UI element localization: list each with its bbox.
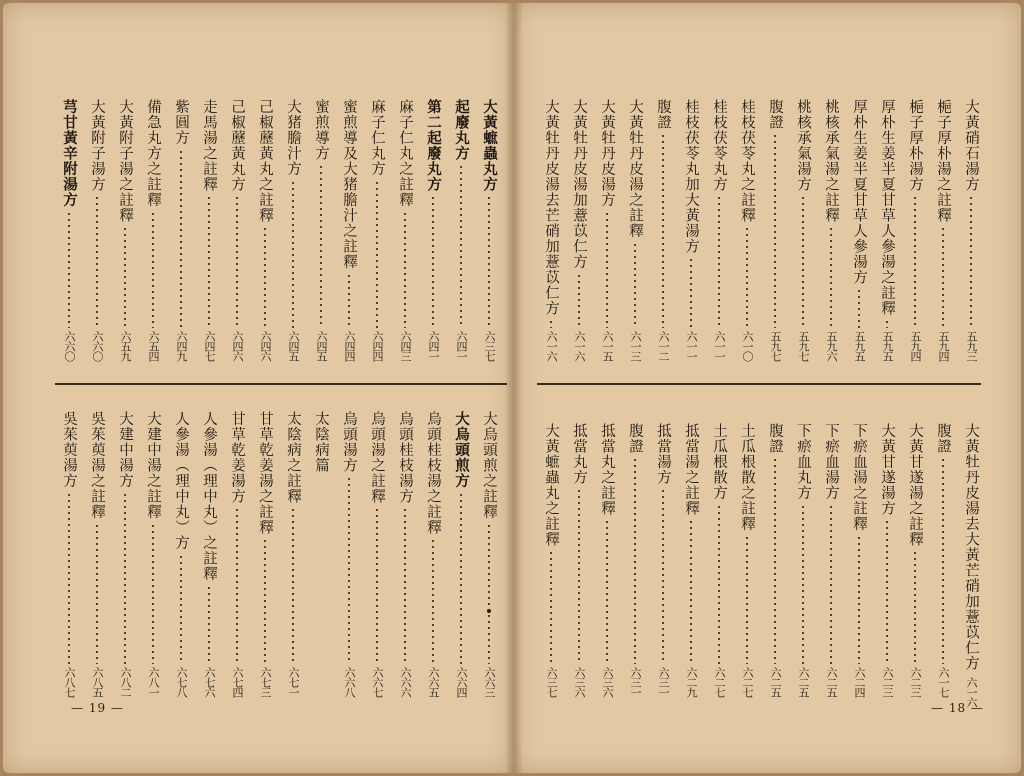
entry-page-number: 六六七 <box>371 667 384 697</box>
toc-entry <box>593 99 621 361</box>
entry-title: 腹證 <box>655 99 671 130</box>
entry-page-number: 六五九 <box>119 331 132 361</box>
dot-leader <box>152 523 154 665</box>
entry-title: 紫圓方 <box>173 99 189 146</box>
entry-page-number: 六七三 <box>259 667 272 697</box>
entry-title: 腹證 <box>627 423 643 454</box>
dot-leader <box>488 195 490 328</box>
toc-entry <box>475 99 503 361</box>
toc-entry <box>817 423 845 697</box>
dot-leader <box>180 554 182 665</box>
entry-page-number: 六六四 <box>455 667 468 697</box>
entry-page-number: 六一一 <box>685 331 698 361</box>
entry-title: 烏頭桂枝湯之註釋 <box>425 411 441 535</box>
entry-page-number: 六一七 <box>937 667 950 697</box>
entry-page-number: 六四九 <box>175 331 188 361</box>
toc-entry <box>733 423 761 697</box>
entry-page-number: 六一五 <box>601 331 614 361</box>
entry-title: 抵當丸之註釋 <box>599 423 615 516</box>
entry-page-number: 六七四 <box>231 667 244 697</box>
right-top-index <box>537 99 985 361</box>
dot-leader <box>550 319 552 328</box>
dot-leader <box>802 504 804 665</box>
entry-page-number: 六七八 <box>175 667 188 697</box>
dot-leader <box>68 211 70 329</box>
entry-title: 蜜煎導方 <box>313 99 329 161</box>
dot-leader <box>432 538 434 664</box>
dot-leader <box>942 226 944 328</box>
entry-page-number: 六三六 <box>573 667 586 697</box>
toc-entry <box>139 411 167 697</box>
dot-leader <box>236 195 238 328</box>
toc-entry <box>677 423 705 697</box>
entry-page-number: 六四一 <box>427 331 440 361</box>
toc-entry <box>649 423 677 697</box>
entry-title: 烏頭桂枝湯方 <box>397 411 413 504</box>
section-divider <box>537 383 981 385</box>
entry-page-number: 六三一 <box>657 667 670 697</box>
dot-leader <box>606 211 608 329</box>
toc-entry <box>335 99 363 361</box>
dot-leader <box>208 585 210 665</box>
dot-leader <box>320 164 322 328</box>
toc-entry <box>391 411 419 697</box>
entry-title: 大黃附子湯方 <box>89 99 105 192</box>
entry-title: 芎甘黃辛附湯方 <box>61 99 78 208</box>
toc-entry <box>475 411 503 697</box>
dot-leader <box>858 535 860 665</box>
entry-title: 吳茱萸湯之註釋 <box>89 411 105 520</box>
dot-leader <box>264 538 266 664</box>
entry-page-number: 六六三 <box>483 667 496 697</box>
dot-leader <box>886 519 888 664</box>
entry-title: 己椒藶黃丸方 <box>229 99 245 192</box>
entry-title: 大黃硝石湯方 <box>963 99 979 192</box>
toc-entry <box>447 411 475 697</box>
entry-title: 梔子厚朴湯方 <box>907 99 923 192</box>
entry-title: 大黃蟅蟲丸之註釋 <box>543 423 559 547</box>
toc-entry <box>391 99 419 361</box>
entry-title: 桂枝茯苓丸加大黃湯方 <box>683 99 699 254</box>
entry-title: 桃核承氣湯方 <box>795 99 811 192</box>
dot-leader <box>348 273 350 329</box>
entry-title: 大黃牡丹皮湯加薏苡仁方 <box>571 99 587 270</box>
dot-leader <box>124 492 126 665</box>
toc-entry <box>761 99 789 361</box>
entry-page-number: 六四三 <box>399 331 412 361</box>
left-top-index <box>55 99 503 361</box>
entry-title: 大烏頭煎方 <box>453 411 470 489</box>
section-divider <box>55 383 507 385</box>
toc-entry <box>195 411 223 697</box>
entry-page-number: 六三七 <box>545 667 558 697</box>
dot-leader <box>404 507 406 664</box>
dot-leader <box>404 211 406 329</box>
toc-entry <box>363 411 391 697</box>
toc-entry <box>83 99 111 361</box>
entry-title: 蜜煎導及大猪膽汁之註釋 <box>341 99 357 270</box>
entry-page-number: 六四七 <box>203 331 216 361</box>
dot-leader <box>914 195 916 328</box>
entry-page-number: 六八五 <box>91 667 104 697</box>
toc-entry <box>789 99 817 361</box>
entry-page-number: 六二五 <box>797 667 810 697</box>
dot-leader <box>774 133 776 328</box>
toc-entry <box>447 99 475 361</box>
entry-page-number: 六一六 <box>545 331 558 361</box>
dot-leader <box>578 488 580 664</box>
entry-title: 下瘀血湯之註釋 <box>851 423 867 532</box>
toc-entry <box>83 411 111 697</box>
toc-entry <box>929 99 957 361</box>
dot-leader <box>858 288 860 328</box>
right-page <box>513 3 1021 773</box>
dot-leader <box>634 457 636 664</box>
dot-leader <box>376 507 378 664</box>
entry-title: 腹證 <box>767 423 783 454</box>
entry-page-number: 六六〇 <box>91 331 104 361</box>
dot-leader <box>208 195 210 328</box>
entry-title: 大黃附子湯之註釋 <box>117 99 133 223</box>
dot-leader <box>606 519 608 664</box>
toc-entry <box>593 423 621 697</box>
entry-title: 大烏頭煎之註釋 <box>481 411 497 520</box>
entry-title: 己椒藶黃丸之註釋 <box>257 99 273 223</box>
toc-entry <box>167 411 195 697</box>
toc-entry <box>565 423 593 697</box>
entry-title: 桃核承氣湯之註釋 <box>823 99 839 223</box>
entry-title: 甘草乾姜湯方 <box>229 411 245 504</box>
entry-title: 下瘀血湯方 <box>823 423 839 501</box>
toc-entry <box>279 99 307 361</box>
entry-page-number: 六二五 <box>825 667 838 697</box>
dot-leader <box>914 550 916 664</box>
entry-title: 梔子厚朴湯之註釋 <box>935 99 951 223</box>
dot-leader <box>124 226 126 328</box>
toc-entry <box>845 99 873 361</box>
toc-entry <box>873 423 901 697</box>
entry-page-number: 六八一 <box>147 667 160 697</box>
toc-entry <box>817 99 845 361</box>
entry-page-number: 六四六 <box>231 331 244 361</box>
entry-title: 太陰病之註釋 <box>285 411 301 504</box>
book-gutter <box>505 3 523 773</box>
ink-speck <box>487 609 491 613</box>
toc-entry <box>251 99 279 361</box>
entry-page-number: 六一〇 <box>741 331 754 361</box>
entry-page-number: 六一一 <box>713 331 726 361</box>
toc-entry <box>55 411 83 697</box>
entry-page-number: 六二三 <box>881 667 894 697</box>
dot-leader <box>152 211 154 329</box>
toc-entry <box>957 99 985 361</box>
toc-entry <box>223 411 251 697</box>
entry-page-number: 六四六 <box>259 331 272 361</box>
entry-page-number: 五九七 <box>797 331 810 361</box>
toc-entry <box>677 99 705 361</box>
dot-leader <box>718 195 720 328</box>
toc-entry <box>419 411 447 697</box>
entry-title: 甘草乾姜湯之註釋 <box>257 411 273 535</box>
entry-title: 烏頭湯方 <box>341 411 357 473</box>
dot-leader <box>292 180 294 329</box>
right-bottom-index <box>537 423 985 707</box>
dot-leader <box>802 195 804 328</box>
book-spread <box>3 3 1021 773</box>
page-number-left: — 19 — <box>71 701 124 715</box>
entry-page-number: 五九三 <box>965 331 978 361</box>
entry-title: 抵當丸方 <box>571 423 587 485</box>
dot-leader <box>690 519 692 664</box>
entry-page-number: 六六六 <box>399 667 412 697</box>
toc-entry <box>761 423 789 697</box>
dot-leader <box>634 242 636 329</box>
entry-title: 桂枝茯苓丸之註釋 <box>739 99 755 223</box>
dot-leader <box>662 488 664 664</box>
entry-title: 大建中湯方 <box>117 411 133 489</box>
toc-entry <box>565 99 593 361</box>
dot-leader <box>460 164 462 328</box>
toc-entry <box>621 423 649 697</box>
entry-page-number: 六三一 <box>629 667 642 697</box>
left-bottom-index <box>55 411 503 697</box>
dot-leader <box>690 257 692 328</box>
entry-page-number: 五九五 <box>853 331 866 361</box>
dot-leader <box>292 507 294 664</box>
dot-leader <box>886 319 888 328</box>
entry-title: 抵當湯方 <box>655 423 671 485</box>
toc-entry <box>621 99 649 361</box>
entry-title: 烏頭湯之註釋 <box>369 411 385 504</box>
entry-page-number: 六一六 <box>573 331 586 361</box>
entry-page-number: 六五四 <box>147 331 160 361</box>
entry-title: 桂枝茯苓丸方 <box>711 99 727 192</box>
entry-title: 大黃牡丹皮湯之註釋 <box>627 99 643 239</box>
entry-page-number: 五九六 <box>825 331 838 361</box>
entry-title: 麻子仁丸方 <box>369 99 385 177</box>
entry-title: 人參湯（理中丸）方 <box>173 411 189 551</box>
entry-title: 太陰病篇 <box>313 411 329 473</box>
toc-entry <box>363 99 391 361</box>
toc-entry <box>649 99 677 361</box>
dot-leader <box>460 492 462 665</box>
entry-title: 走馬湯之註釋 <box>201 99 217 192</box>
entry-page-number: 六二七 <box>713 667 726 697</box>
dot-leader <box>970 195 972 328</box>
entry-page-number: 五九五 <box>881 331 894 361</box>
entry-title: 吳茱萸湯方 <box>61 411 77 489</box>
toc-entry <box>111 99 139 361</box>
entry-title: 大黃牡丹皮湯方 <box>599 99 615 208</box>
toc-entry <box>223 99 251 361</box>
dot-leader <box>348 476 350 664</box>
entry-title: 備急丸方之註釋 <box>145 99 161 208</box>
toc-entry <box>55 99 83 361</box>
entry-title: 土瓜根散方 <box>711 423 727 501</box>
toc-entry <box>307 99 335 361</box>
toc-entry <box>279 411 307 697</box>
dot-leader <box>774 457 776 664</box>
toc-entry <box>167 99 195 361</box>
entry-page-number: 六二四 <box>853 667 866 697</box>
entry-title: 下瘀血丸方 <box>795 423 811 501</box>
dot-leader <box>550 550 552 664</box>
entry-page-number: 六八七 <box>63 667 76 697</box>
dot-leader <box>830 504 832 665</box>
dot-leader <box>180 149 182 329</box>
entry-title: 大黃甘遂湯之註釋 <box>907 423 923 547</box>
dot-leader <box>264 226 266 328</box>
toc-entry <box>901 423 929 697</box>
entry-title: 大黃甘遂湯方 <box>879 423 895 516</box>
dot-leader <box>578 273 580 329</box>
entry-page-number: 六四一 <box>455 331 468 361</box>
dot-leader <box>830 226 832 328</box>
toc-entry <box>307 411 335 697</box>
page-number-right: — 18 — <box>931 701 984 715</box>
dot-leader <box>68 492 70 665</box>
entry-page-number: 六六五 <box>427 667 440 697</box>
entry-title: 麻子仁丸之註釋 <box>397 99 413 208</box>
entry-page-number: 六六〇 <box>63 331 76 361</box>
entry-page-number: 六一六 <box>965 677 978 707</box>
toc-entry <box>537 99 565 361</box>
entry-title: 抵當湯之註釋 <box>683 423 699 516</box>
entry-title: 大猪膽汁方 <box>285 99 301 177</box>
dot-leader <box>96 195 98 328</box>
toc-entry <box>789 423 817 697</box>
dot-leader <box>942 457 944 664</box>
left-page <box>3 3 513 773</box>
entry-title: 腹證 <box>767 99 783 130</box>
entry-page-number: 六一三 <box>629 331 642 361</box>
toc-entry <box>195 99 223 361</box>
entry-page-number: 六八二 <box>119 667 132 697</box>
entry-page-number: 六二三 <box>909 667 922 697</box>
entry-page-number: 六二九 <box>685 667 698 697</box>
toc-entry <box>929 423 957 697</box>
entry-title: 大黃牡丹皮湯去芒硝加薏苡仁方 <box>543 99 559 316</box>
entry-title: 大黃蟅蟲丸方 <box>481 99 498 192</box>
toc-entry <box>705 99 733 361</box>
entry-page-number: 六七一 <box>287 667 300 697</box>
entry-page-number: 六三六 <box>601 667 614 697</box>
entry-page-number: 六二五 <box>769 667 782 697</box>
dot-leader <box>746 535 748 665</box>
entry-title: 腹證 <box>935 423 951 454</box>
dot-leader <box>662 133 664 328</box>
entry-title: 土瓜根散之註釋 <box>739 423 755 532</box>
dot-leader <box>376 180 378 329</box>
entry-title: 第二起廢丸方 <box>425 99 442 192</box>
toc-entry <box>845 423 873 697</box>
entry-page-number: 六一二 <box>657 331 670 361</box>
toc-entry <box>873 99 901 361</box>
entry-title: 大建中湯之註釋 <box>145 411 161 520</box>
toc-entry <box>111 411 139 697</box>
toc-entry <box>705 423 733 697</box>
entry-title: 人參湯（理中丸）之註釋 <box>201 411 217 582</box>
entry-page-number: 六四四 <box>371 331 384 361</box>
entry-page-number: 五九四 <box>909 331 922 361</box>
toc-entry <box>733 99 761 361</box>
toc-entry <box>537 423 565 697</box>
toc-entry <box>901 99 929 361</box>
entry-page-number: 六四四 <box>343 331 356 361</box>
toc-entry <box>139 99 167 361</box>
entry-title: 厚朴生姜半夏甘草人參湯之註釋 <box>879 99 895 316</box>
entry-page-number: 六二七 <box>741 667 754 697</box>
entry-title: 大黃牡丹皮湯去大黃芒硝加薏苡仁方 <box>963 423 979 671</box>
entry-page-number: 六四五 <box>315 331 328 361</box>
toc-entry <box>419 99 447 361</box>
entry-page-number: 五九四 <box>937 331 950 361</box>
entry-page-number: 六七六 <box>203 667 216 697</box>
entry-title: 起廢丸方 <box>453 99 470 161</box>
dot-leader <box>718 504 720 665</box>
dot-leader <box>746 226 748 328</box>
toc-entry <box>251 411 279 697</box>
toc-entry <box>957 423 985 707</box>
dot-leader <box>236 507 238 664</box>
entry-page-number: 六三七 <box>483 331 496 361</box>
entry-title: 厚朴生姜半夏甘草人參湯方 <box>851 99 867 285</box>
dot-leader <box>432 195 434 328</box>
toc-entry <box>335 411 363 697</box>
dot-leader <box>488 523 490 665</box>
entry-page-number: 六四五 <box>287 331 300 361</box>
dot-leader <box>96 523 98 665</box>
entry-page-number: 六六八 <box>343 667 356 697</box>
entry-page-number: 五九七 <box>769 331 782 361</box>
